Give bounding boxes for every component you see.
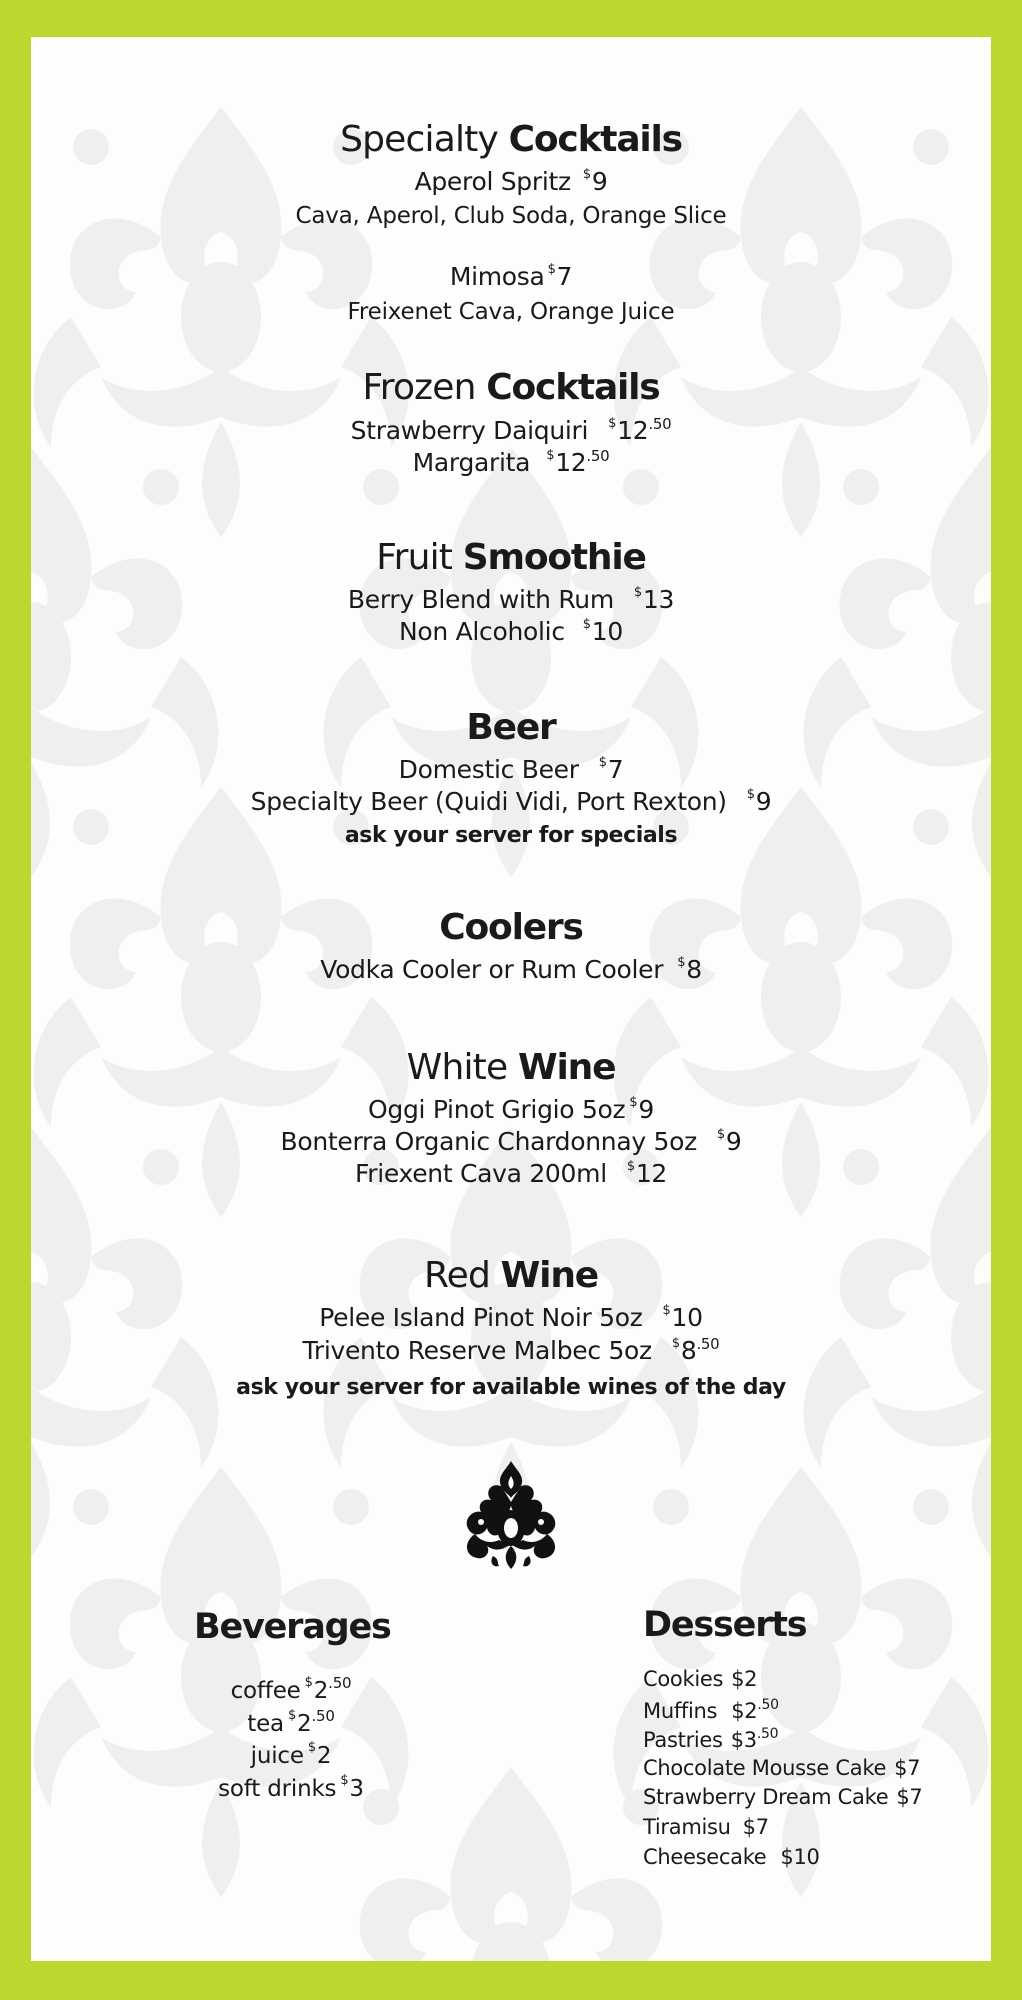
menu-item: Friexent Cava 200ml $12 <box>354 1159 668 1188</box>
fruit-smoothie-heading: Fruit Smoothie <box>376 537 646 578</box>
menu-item-description: Cava, Aperol, Club Soda, Orange Slice <box>295 203 727 229</box>
damask-background-pattern <box>31 37 991 1961</box>
desserts-heading: Desserts <box>643 1605 807 1645</box>
beverages-heading: Beverages <box>194 1607 391 1647</box>
dessert-item: Cookies $2 <box>643 1667 758 1691</box>
menu-item-description: Freixenet Cava, Orange Juice <box>347 299 675 325</box>
frozen-cocktails-heading: Frozen Cocktails <box>362 367 660 408</box>
menu-item: Specialty Beer (Quidi Vidi, Port Rexton) $9 <box>250 787 772 816</box>
menu-item: Non Alcoholic $10 <box>399 617 623 646</box>
menu-item: Oggi Pinot Grigio 5oz $9 <box>368 1095 654 1124</box>
menu-item: Bonterra Organic Chardonnay 5oz $9 <box>280 1127 742 1156</box>
beverage-item: juice $2 <box>250 1740 332 1769</box>
menu-item: Strawberry Daiquiri $^{\$}12^{.50}$ <box>350 415 672 445</box>
beverage-item: coffee $^{\$}2^{.50}$ <box>230 1674 352 1704</box>
menu-item: Domestic Beer $7 <box>398 755 624 784</box>
menu-card <box>31 37 991 1961</box>
damask-fleur-ornament-icon <box>460 1461 562 1569</box>
beverage-item: tea $^{\$}2^{.50}$ <box>247 1707 335 1737</box>
beer-heading: Beer <box>466 707 556 748</box>
dessert-item: Chocolate Mousse Cake $7 <box>643 1756 921 1780</box>
white-wine-heading: White Wine <box>406 1047 616 1088</box>
dessert-item: Muffins $\$2^{.50}$ <box>643 1697 779 1723</box>
beer-specials-note: ask your server for specials <box>344 823 678 848</box>
menu-item: Margarita $^{\$}12^{.50}$ <box>412 447 610 477</box>
dessert-item: Cheesecake $10 <box>643 1845 820 1869</box>
dessert-item: Tiramisu $7 <box>643 1815 769 1839</box>
red-wine-heading: Red Wine <box>424 1255 598 1296</box>
menu-item: Trivento Reserve Malbec 5oz $^{\$}8^{.50}$ <box>302 1335 720 1365</box>
dessert-item: Pastries $\$3^{.50}$ <box>643 1726 779 1752</box>
menu-item: Vodka Cooler or Rum Cooler $8 <box>320 955 702 984</box>
specialty-cocktails-heading: Specialty Cocktails <box>340 119 682 160</box>
coolers-heading: Coolers <box>439 907 583 948</box>
dessert-item: Strawberry Dream Cake $7 <box>643 1785 923 1809</box>
beverage-item: soft drinks $3 <box>218 1773 364 1802</box>
menu-item: Berry Blend with Rum $13 <box>347 585 675 614</box>
wines-of-the-day-note: ask your server for available wines of the day <box>236 1375 786 1400</box>
menu-item: Pelee Island Pinot Noir 5oz $10 <box>319 1303 703 1332</box>
menu-item: Mimosa $7 <box>449 262 573 291</box>
menu-item: Aperol Spritz $9 <box>414 167 608 196</box>
